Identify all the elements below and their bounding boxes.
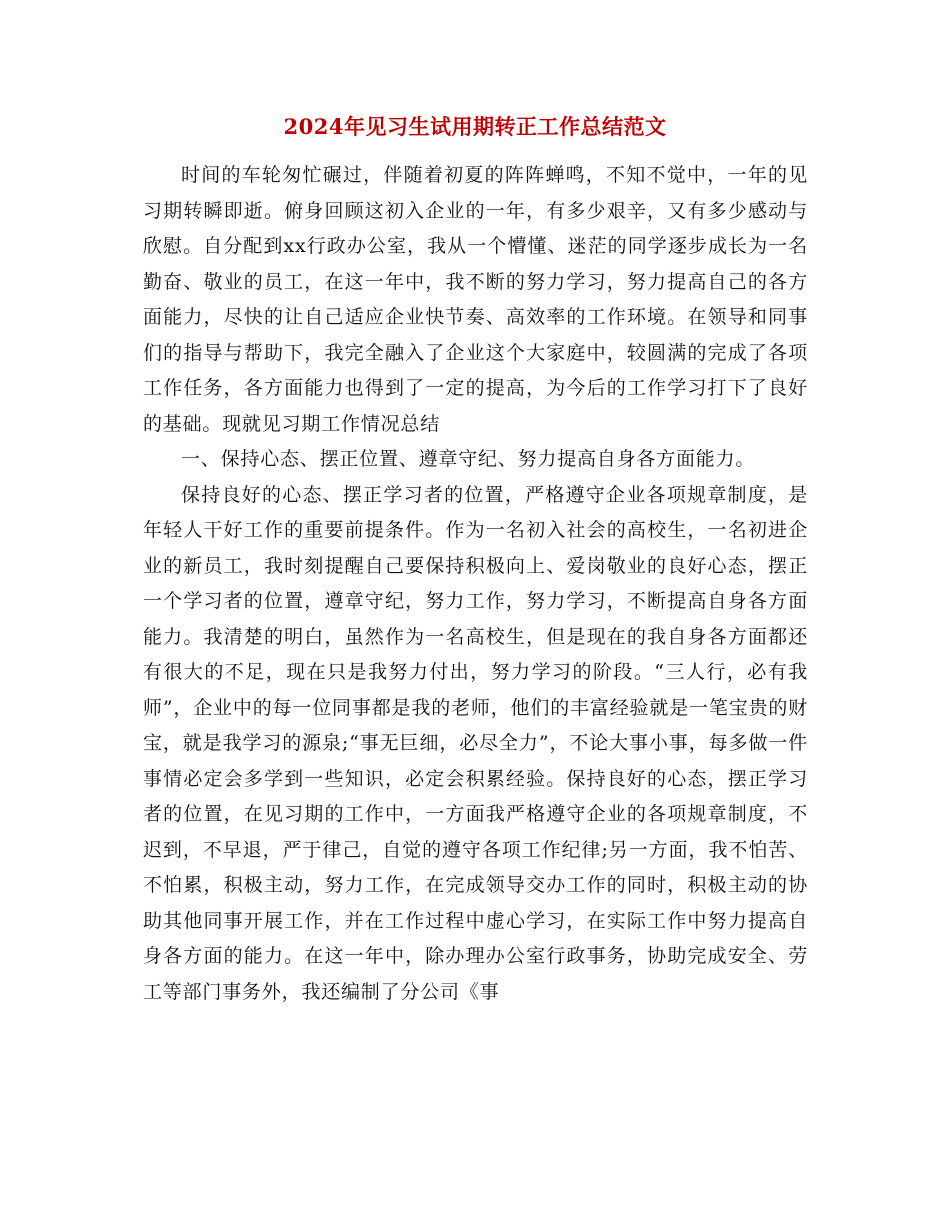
- paragraph-intro: 时间的车轮匆忙碾过，伴随着初夏的阵阵蝉鸣，不知不觉中，一年的见习期转瞬即逝。俯身回顾这初入企业的一年，有多少艰辛，又有多少感动与欣慰。自分配到xx行政办公室，我从一个懵懂、迷茫的同学逐步成长为一名勤奋、敬业的员工，在这一年中，我不断的努力学习，努力提高自己的各方面能力，尽快的让自己适应企业快节奏、高效率的工作环境。在领导和同事们的指导与帮助下，我完全融入了企业这个大家庭中，较圆满的完成了各项工作任务，各方面能力也得到了一定的提高，为今后的工作学习打下了良好的基础。现就见习期工作情况总结: [143, 164, 808, 435]
- paragraph-section-heading: 一、保持心态、摆正位置、遵章守纪、努力提高自身各方面能力。: [181, 448, 756, 470]
- document-body: [143, 158, 808, 1010]
- document-title: 2024年见习生试用期转正工作总结范文: [283, 114, 667, 139]
- paragraph-section-body: 保持良好的心态、摆正学习者的位置，严格遵守企业各项规章制度，是年轻人干好工作的重要前提条件。作为一名初入社会的高校生，一名初进企业的新员工，我时刻提醒自己要保持积极向上、爱岗敬业的良好心态，摆正一个学习者的位置，遵章守纪，努力工作，努力学习，不断提高自身各方面能力。我清楚的明白，虽然作为一名高校生，但是现在的我自身各方面都还有很大的不足，现在只是我努力付出，努力学习的阶段。“三人行，必有我师”，企业中的每一位同事都是我的老师，他们的丰富经验就是一笔宝贵的财宝，就是我学习的源泉;“事无巨细，必尽全力”，不论大事小事，每多做一件事情必定会多学到一些知识，必定会积累经验。保持良好的心态，摆正学习者的位置，在见习期的工作中，一方面我严格遵守企业的各项规章制度，不迟到，不早退，严于律己，自觉的遵守各项工作纪律;另一方面，我不怕苦、不怕累，积极主动，努力工作，在完成领导交办工作的同时，积极主动的协助其他同事开展工作，并在工作过程中虚心学习，在实际工作中努力提高自身各方面的能力。在这一年中，除办理办公室行政事务，协助完成安全、劳工等部门事务外，我还编制了分公司《事: [143, 483, 808, 1003]
